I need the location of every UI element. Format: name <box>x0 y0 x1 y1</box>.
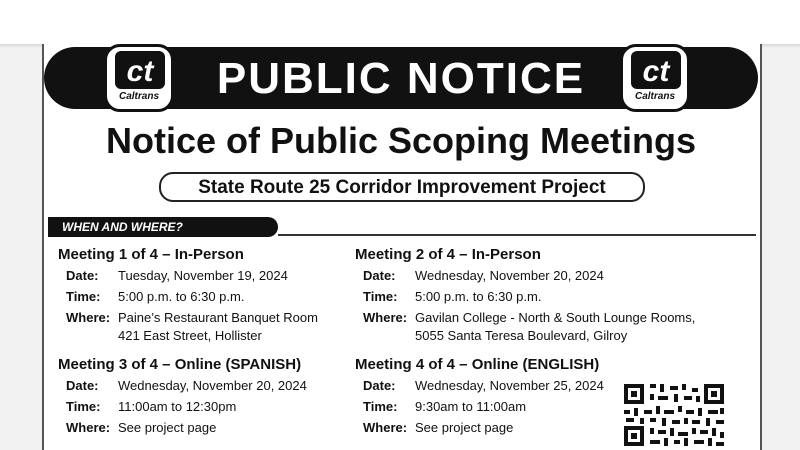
meeting-where-row-2 <box>355 327 628 345</box>
meeting-where-row-2 <box>58 327 262 345</box>
meeting-where-row <box>355 419 599 437</box>
meeting-date: Tuesday, November 19, 2024 <box>118 268 288 283</box>
where-label: Where: <box>363 420 408 435</box>
logo-mark-text: ct <box>642 55 670 88</box>
caltrans-logo-left <box>104 44 174 112</box>
meeting-time-row <box>355 288 541 306</box>
meeting-time: 11:00am to 12:30pm <box>118 399 237 414</box>
notice-headline: Notice of Public Scoping Meetings <box>105 120 697 161</box>
logo-text: Caltrans <box>634 91 675 102</box>
top-bar <box>0 0 800 44</box>
date-label: Date: <box>363 378 396 393</box>
meeting-where-line-1: Gavilan College - North & South Lounge Rooms, <box>415 310 696 325</box>
project-title: State Route 25 Corridor Improvement Project <box>198 177 606 198</box>
meeting-date: Wednesday, November 20, 2024 <box>415 268 604 283</box>
meeting-title: Meeting 4 of 4 – Online (ENGLISH) <box>355 356 600 373</box>
qr-code-icon[interactable] <box>622 380 726 450</box>
meeting-date-row <box>58 377 307 395</box>
logo-mark-text: ct <box>126 55 154 88</box>
meeting-where-line-1: Paine’s Restaurant Banquet Room <box>118 310 318 325</box>
meeting-where-row <box>58 419 301 437</box>
meeting-time: 9:30am to 11:00am <box>415 399 527 414</box>
meeting-title: Meeting 1 of 4 – In-Person <box>58 246 244 263</box>
meeting-where-line-2: 421 East Street, Hollister <box>118 328 262 343</box>
date-label: Date: <box>363 268 396 283</box>
meeting-card-1 <box>58 246 318 345</box>
meeting-card-3 <box>58 356 307 437</box>
time-label: Time: <box>66 399 101 414</box>
meeting-date: Wednesday, November 20, 2024 <box>118 378 307 393</box>
section-tab <box>48 217 278 237</box>
meeting-date-row <box>355 377 604 395</box>
date-label: Date: <box>66 378 99 393</box>
where-label: Where: <box>66 310 111 325</box>
meeting-time: 5:00 p.m. to 6:30 p.m. <box>118 289 245 304</box>
caltrans-logo-icon <box>631 51 681 89</box>
time-label: Time: <box>66 289 101 304</box>
banner-title: PUBLIC NOTICE <box>216 54 586 103</box>
where-label: Where: <box>66 420 111 435</box>
meeting-card-4 <box>355 356 604 437</box>
time-label: Time: <box>363 399 398 414</box>
project-title-box <box>159 172 645 202</box>
meeting-time-row <box>58 288 244 306</box>
meeting-date: Wednesday, November 25, 2024 <box>415 378 604 393</box>
caltrans-logo-icon <box>115 51 165 89</box>
meeting-date-row <box>58 267 288 285</box>
meeting-date-row <box>355 267 604 285</box>
meeting-where-line-1: See project page <box>415 420 514 435</box>
meeting-card-2 <box>355 246 696 345</box>
caltrans-logo-right <box>620 44 690 112</box>
meeting-where-row <box>355 309 696 327</box>
meeting-title: Meeting 2 of 4 – In-Person <box>355 246 541 263</box>
meeting-where-row <box>58 309 318 327</box>
date-label: Date: <box>66 268 99 283</box>
section-label: WHEN AND WHERE? <box>62 220 183 234</box>
meeting-time-row <box>355 398 599 416</box>
notice-document <box>42 44 762 450</box>
where-label: Where: <box>363 310 408 325</box>
meeting-where-line-1: See project page <box>118 420 217 435</box>
meeting-title: Meeting 3 of 4 – Online (SPANISH) <box>58 356 302 373</box>
meeting-where-line-2: 5055 Santa Teresa Boulevard, Gilroy <box>415 328 628 343</box>
meeting-time-row <box>58 398 301 416</box>
section-divider <box>278 234 756 236</box>
time-label: Time: <box>363 289 398 304</box>
meeting-time: 5:00 p.m. to 6:30 p.m. <box>415 289 542 304</box>
logo-text: Caltrans <box>118 91 159 102</box>
